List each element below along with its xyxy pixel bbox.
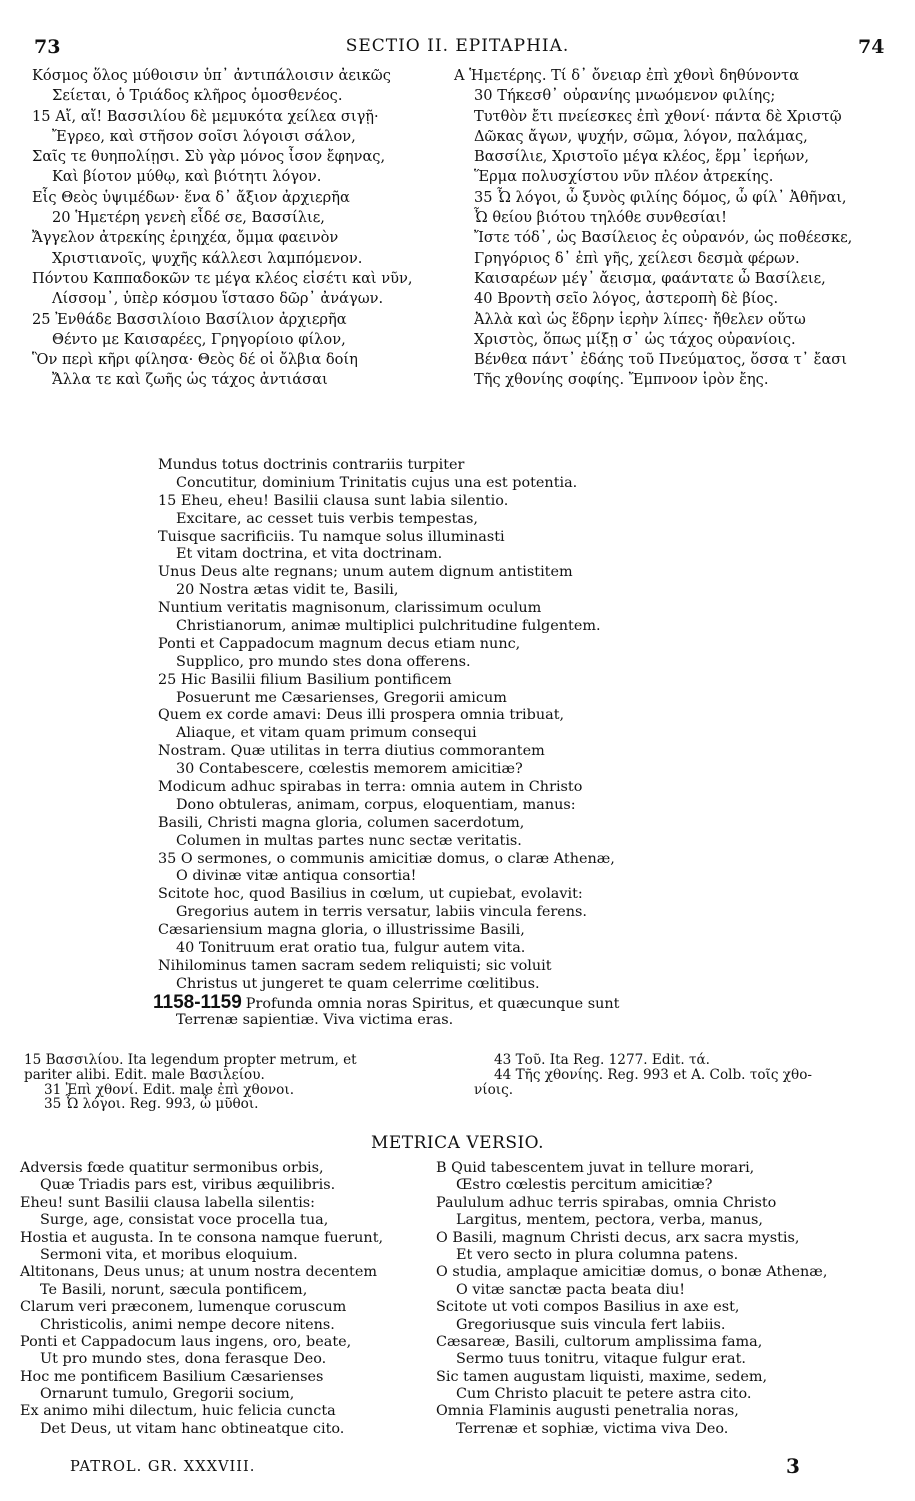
text-line	[32, 86, 452, 106]
text-line	[32, 350, 452, 370]
text-line	[20, 1247, 450, 1264]
text-line	[436, 1195, 896, 1212]
text-line	[436, 1369, 896, 1386]
text-line	[436, 1282, 896, 1299]
text-line	[32, 330, 452, 350]
text-line	[32, 310, 452, 330]
text-line	[158, 815, 718, 833]
text-line	[158, 618, 718, 636]
line-text: Καὶ βίοτον μύθῳ, καὶ βιότητι λόγον.	[52, 168, 322, 186]
text-line	[32, 127, 452, 147]
line-text: Nostram. Quæ utilitas in terra diutius commorantem	[158, 743, 545, 760]
line-text: Profunda omnia noras Spiritus, et quæcunque sunt	[245, 995, 620, 1012]
text-line	[158, 546, 718, 564]
line-text: Πόντου Καππαδοκῶν τε μέγα κλέος εἰσέτι καὶ νῦν,	[32, 269, 413, 287]
text-line	[436, 1247, 896, 1264]
text-line	[32, 107, 452, 127]
text-line	[158, 672, 718, 690]
line-text: pariter alibi. Edit. male Βασιλείου.	[24, 1066, 265, 1083]
text-line	[454, 127, 894, 147]
text-line	[474, 1053, 894, 1068]
text-line	[454, 310, 894, 330]
line-text: Τῆς χθονίης σοφίης. Ἔμπνοον ἱρὸν ἔης.	[474, 371, 769, 389]
column-number: 1158-1159	[153, 991, 242, 1013]
line-text: Surge, age, consistat voce procella tua,	[40, 1212, 329, 1229]
metrica-versio-title: METRICA VERSIO.	[370, 1133, 545, 1153]
line-text: Ὃν περὶ κῆρι φίλησα· Θεὸς δέ οἱ ὄλβια δοίη	[32, 351, 358, 369]
line-text: Βασσίλιε, Χριστοῖο μέγα κλέος, ἕρμ᾽ ἱερήων,	[474, 148, 809, 166]
line-text: 40 Βροντὴ σεῖο λόγος, ἀστεροπὴ δὲ βίος.	[474, 290, 779, 308]
line-text: Sermo tuus tonitru, vitaque fulgur erat.	[456, 1351, 746, 1368]
line-text: Χριστὸς, ὅπως μίξῃ σ᾽ ὡς τάχος οὐρανίοις.	[474, 330, 796, 348]
text-line	[158, 958, 718, 976]
line-text: Βένθεα πάντ᾽ ἐδάης τοῦ Πνεύματος, ὅσσα τ᾽ ἔασι	[474, 351, 847, 369]
text-line	[158, 511, 718, 529]
line-text: Εἷς Θεὸς ὑψιμέδων· ἕνα δ᾽ ἄξιον ἀρχιερῆα	[32, 188, 350, 206]
line-text: A Ἡμετέρης. Τί δ᾽ ὄνειαρ ἐπὶ χθονὶ δηθύνοντα	[454, 67, 800, 84]
text-line	[158, 940, 718, 958]
text-line	[20, 1351, 450, 1368]
line-text: Ὦ θείου βιότου τηλόθε συνθεσίαι!	[474, 209, 728, 227]
line-text: Quem ex corde amavi: Deus illi prospera omnia tribuat,	[158, 707, 565, 724]
text-line	[32, 269, 452, 289]
latin-translation	[153, 457, 718, 1030]
text-line	[32, 228, 452, 248]
line-text: 25 Hic Basilii filium Basilium pontificem	[158, 671, 452, 688]
text-line	[158, 797, 718, 815]
line-text: Ἀλλὰ καὶ ὡς ἕδρην ἱερὴν λίπες· ἤθελεν οὕτω	[474, 310, 806, 328]
text-line	[436, 1317, 896, 1334]
text-line	[32, 249, 452, 269]
line-text: 35 Ὦ λόγοι, ὦ ξυνὸς φιλίης δόμος, ὦ φίλ᾽ Ἀθῆναι,	[474, 188, 847, 206]
line-text: Det Deus, ut vitam hanc obtineatque cito.	[40, 1420, 345, 1437]
line-text: Unus Deus alte regnans; unum autem dignum antistitem	[158, 564, 573, 581]
greek-text-left-column	[32, 66, 452, 391]
line-text: O divinæ vitæ antiqua consortia!	[176, 868, 417, 885]
text-line	[158, 886, 718, 904]
text-line	[158, 654, 718, 672]
text-line	[20, 1230, 450, 1247]
text-line	[454, 249, 894, 269]
line-text: Ut pro mundo stes, dona ferasque Deo.	[40, 1351, 327, 1368]
text-line	[436, 1264, 896, 1281]
text-line	[454, 269, 894, 289]
line-text: Ἄγγελον ἀτρεκίης ἐριηχέα, ὄμμα φαεινὸν	[32, 229, 339, 247]
line-text: Basili, Christi magna gloria, columen sacerdotum,	[158, 814, 525, 831]
line-text: Gregorius autem in terris versatur, labiis vincula ferens.	[176, 904, 588, 921]
text-line	[20, 1177, 450, 1194]
text-line	[436, 1351, 896, 1368]
line-text: Adversis fœde quatitur sermonibus orbis,	[20, 1160, 324, 1176]
text-line	[158, 707, 718, 725]
text-line	[158, 493, 718, 511]
line-text: Hostia et augusta. In te consona namque fuerunt,	[20, 1229, 384, 1246]
text-line	[158, 743, 718, 761]
line-text: Columen in multas partes nunc sectæ veritatis.	[176, 832, 522, 849]
text-line	[454, 330, 894, 350]
text-line	[158, 779, 718, 797]
text-line	[20, 1334, 450, 1351]
text-line	[158, 582, 718, 600]
text-line	[158, 725, 718, 743]
text-line	[454, 289, 894, 309]
text-line	[158, 457, 718, 475]
text-line	[436, 1212, 896, 1229]
text-line	[474, 1083, 894, 1098]
line-text: Tuisque sacrificiis. Tu namque solus illuminasti	[158, 528, 505, 545]
text-line	[32, 66, 452, 86]
line-text: Καισαρέων μέγ᾽ ἄεισμα, φαάντατε ὦ Βασίλειε,	[474, 269, 826, 287]
line-text: 30 Contabescere, cœlestis memorem amicitiæ?	[176, 761, 523, 778]
line-text: 15 Eheu, eheu! Basilii clausa sunt labia silentio.	[158, 492, 509, 509]
text-line	[454, 350, 894, 370]
text-line	[158, 904, 718, 922]
line-text: Ex animo mihi dilectum, huic felicia cuncta	[20, 1403, 336, 1420]
text-line	[32, 188, 452, 208]
line-text: 25 Ἐνθάδε Βασσιλίοιο Βασίλιον ἀρχιερῆα	[32, 310, 347, 328]
line-text: Altitonans, Deus unus; at unum nostra decentem	[20, 1264, 377, 1281]
line-text: Excitare, ac cesset tuis verbis tempestas,	[176, 510, 478, 527]
line-text: Concutitur, dominium Trinitatis cujus una est potentia.	[176, 474, 578, 491]
text-line	[20, 1369, 450, 1386]
line-text: Κόσμος ὅλος μύθοισιν ὑπ᾽ ἀντιπάλοισιν ἀεικῶς	[32, 67, 391, 84]
line-text: Posuerunt me Cæsarienses, Gregorii amicum	[176, 689, 507, 706]
text-line	[454, 208, 894, 228]
text-line	[436, 1334, 896, 1351]
footnotes-left	[24, 1053, 464, 1112]
text-line	[20, 1264, 450, 1281]
line-text: O Basili, magnum Christi decus, arx sacra mystis,	[436, 1229, 800, 1246]
line-text: Σαῖς τε θυηπολίῃσι. Σὺ γὰρ μόνος ἶσον ἔφηνας,	[32, 148, 386, 166]
text-line	[454, 86, 894, 106]
line-text: Te Basili, norunt, sæcula pontificem,	[40, 1281, 308, 1298]
line-text: Sic tamen augustam liquisti, maxime, sedem,	[436, 1368, 768, 1385]
text-line	[454, 370, 894, 390]
text-line	[436, 1160, 896, 1177]
text-line	[32, 208, 452, 228]
line-text: Nihilominus tamen sacram sedem reliquisti; sic voluit	[158, 957, 552, 974]
text-line	[24, 1068, 464, 1083]
text-line	[454, 147, 894, 167]
line-text: Χριστιανοῖς, ψυχῆς κάλλεσι λαμπόμενον.	[52, 249, 363, 267]
text-line	[32, 289, 452, 309]
line-text: Λίσσομ᾽, ὑπὲρ κόσμου ἵστασο δῶρ᾽ ἀνάγων.	[52, 290, 384, 308]
line-text: Hoc me pontificem Basilium Cæsarienses	[20, 1368, 324, 1385]
line-text: 30 Τήκεσθ᾽ οὐρανίης μνωόμενον φιλίης;	[474, 87, 776, 105]
signature-mark: 3	[786, 1454, 800, 1478]
page-number-left: 73	[34, 36, 61, 58]
text-line	[20, 1195, 450, 1212]
line-text: Mundus totus doctrinis contrariis turpiter	[158, 457, 465, 473]
text-line	[436, 1386, 896, 1403]
line-text: 35 Ὦ λόγοι. Reg. 993, ὦ μῦθοι.	[44, 1096, 259, 1113]
line-text: Scitote hoc, quod Basilius in cœlum, ut cupiebat, evolavit:	[158, 886, 583, 903]
line-text: Scitote ut voti compos Basilius in axe est,	[436, 1299, 740, 1316]
line-text: O vitæ sanctæ pacta beata diu!	[456, 1281, 686, 1298]
line-text: Aliaque, et vitam quam primum consequi	[176, 725, 477, 742]
text-line	[454, 167, 894, 187]
text-line	[158, 636, 718, 654]
line-text: 35 O sermones, o communis amicitiæ domus, o claræ Athenæ,	[158, 850, 615, 867]
text-line	[158, 475, 718, 493]
line-text: 15 Βασσιλίου. Ita legendum propter metrum, et	[24, 1052, 357, 1068]
line-text: Christianorum, animæ multiplici pulchritudine fulgentem.	[176, 618, 601, 635]
text-line	[153, 991, 718, 1013]
line-text: Cæsariensium magna gloria, o illustrissime Basili,	[158, 922, 525, 939]
text-line	[158, 851, 718, 869]
line-text: Ἴστε τόδ᾽, ὡς Βασίλειος ἐς οὐρανόν, ὡς ποθέεσκε,	[474, 229, 853, 247]
line-text: 44 Τῆς χθονίης. Reg. 993 et A. Colb. τοῖς χθο-	[494, 1066, 812, 1083]
running-title: SECTIO II. EPITAPHIA.	[345, 36, 570, 56]
metrica-versio-left-column	[20, 1160, 450, 1438]
text-line	[20, 1282, 450, 1299]
line-text: Cæsareæ, Basili, cultorum amplissima fama,	[436, 1333, 763, 1350]
text-line	[454, 66, 894, 86]
text-line	[436, 1403, 896, 1420]
line-text: 20 Nostra ætas vidit te, Basili,	[176, 582, 399, 599]
line-text: Œstro cœlestis percitum amicitiæ?	[456, 1177, 713, 1194]
text-line	[436, 1421, 896, 1438]
page-header	[0, 6, 915, 58]
line-text: Et vitam doctrina, et vita doctrinam.	[176, 546, 443, 563]
text-line	[20, 1160, 450, 1177]
line-text: 43 Τοῦ. Ita Reg. 1277. Edit. τά.	[494, 1052, 710, 1068]
line-text: Ἔγρεο, καὶ στῆσον σοῖσι λόγοισι σάλον,	[52, 127, 356, 145]
line-text: Ἕρμα πολυσχίστου νῦν πλέον ἀτρεκίης.	[474, 168, 774, 186]
text-line	[158, 922, 718, 940]
line-text: B Quid tabescentem juvat in tellure morari,	[436, 1160, 755, 1176]
line-text: Et vero secto in plura columna patens.	[456, 1246, 739, 1263]
text-line	[158, 529, 718, 547]
text-line	[24, 1053, 464, 1068]
text-line	[474, 1068, 894, 1083]
text-line	[454, 188, 894, 208]
line-text: Ornarunt tumulo, Gregorii socium,	[40, 1386, 295, 1403]
line-text: Modicum adhuc spirabas in terra: omnia autem in Christo	[158, 779, 583, 796]
text-line	[32, 167, 452, 187]
text-line	[32, 370, 452, 390]
line-text: Σείεται, ὁ Τριάδος κλῆρος ὁμοσθενέος.	[52, 87, 343, 105]
text-line	[158, 976, 718, 994]
volume-footer: PATROL. GR. XXXVIII.	[70, 1458, 256, 1475]
line-text: Eheu! sunt Basilii clausa labella silentis:	[20, 1194, 316, 1211]
text-line	[158, 761, 718, 779]
line-text: Ponti et Cappadocum magnum decus etiam nunc,	[158, 635, 521, 652]
line-text: 40 Tonitruum erat oratio tua, fulgur autem vita.	[176, 940, 526, 957]
text-line	[158, 600, 718, 618]
text-line	[436, 1177, 896, 1194]
line-text: Largitus, mentem, pectora, verba, manus,	[456, 1212, 763, 1229]
line-text: Omnia Flaminis augusti penetralia noras,	[436, 1403, 739, 1420]
page-number-right: 74	[858, 36, 885, 58]
text-line	[158, 564, 718, 582]
line-text: Sermoni vita, et moribus eloquium.	[40, 1246, 298, 1263]
line-text: Supplico, pro mundo stes dona offerens.	[176, 653, 471, 670]
text-line	[24, 1097, 464, 1112]
text-line	[20, 1403, 450, 1420]
line-text: νίοις.	[474, 1081, 514, 1098]
line-text: Γρηγόριος δ᾽ ἐπὶ γῆς, χείλεσι δεσμὰ φέρων.	[474, 249, 800, 267]
line-text: Cum Christo placuit te petere astra cito.	[456, 1386, 752, 1403]
line-text: Terrenæ sapientiæ. Viva victima eras.	[176, 1011, 454, 1028]
line-text: Christicolis, animi nempe decore nitens.	[40, 1316, 335, 1333]
line-text: Christus ut jungeret te quam celerrime cœlitibus.	[176, 975, 540, 992]
metrica-versio-right-column	[436, 1160, 896, 1438]
text-line	[20, 1386, 450, 1403]
text-line	[20, 1421, 450, 1438]
text-line	[436, 1299, 896, 1316]
text-line	[158, 1012, 718, 1030]
text-line	[158, 833, 718, 851]
text-line	[158, 868, 718, 886]
text-line	[20, 1299, 450, 1316]
line-text: Gregoriusque suis vincula fert labiis.	[456, 1316, 726, 1333]
text-line	[454, 228, 894, 248]
greek-text-right-column	[454, 66, 894, 391]
text-line	[20, 1212, 450, 1229]
line-text: Ponti et Cappadocum laus ingens, oro, beate,	[20, 1333, 352, 1350]
line-text: O studia, amplaque amicitiæ domus, o bonæ Athenæ,	[436, 1264, 828, 1281]
line-text: 31 Ἐπὶ χθονί. Edit. male ἐπὶ χθονοι.	[44, 1081, 295, 1098]
line-text: Θέντο με Καισαρέες, Γρηγορίοιο φίλον,	[52, 330, 346, 348]
line-text: Terrenæ et sophiæ, victima viva Deo.	[456, 1420, 729, 1437]
text-line	[436, 1230, 896, 1247]
line-text: Ἄλλα τε καὶ ζωῆς ὡς τάχος ἀντιάσαι	[52, 371, 328, 389]
line-text: Quæ Triadis pars est, viribus æquilibris.	[40, 1177, 336, 1194]
line-text: 20 Ἡμετέρη γενεὴ εἶδέ σε, Βασσίλιε,	[52, 209, 325, 227]
footnotes-right	[474, 1053, 894, 1097]
line-text: Dono obtuleras, animam, corpus, eloquentiam, manus:	[176, 796, 576, 813]
text-line	[32, 147, 452, 167]
line-text: Clarum veri præconem, lumenque coruscum	[20, 1299, 347, 1316]
line-text: Paululum adhuc terris spirabas, omnia Christo	[436, 1194, 777, 1211]
text-line	[454, 107, 894, 127]
line-text: Nuntium veritatis magnisonum, clarissimum oculum	[158, 600, 542, 617]
text-line	[158, 690, 718, 708]
text-line	[20, 1317, 450, 1334]
line-text: Δῶκας ἄγων, ψυχήν, σῶμα, λόγον, παλάμας,	[474, 127, 808, 145]
line-text: 15 Αἴ, αἴ! Βασσιλίου δὲ μεμυκότα χείλεα σιγῇ·	[32, 107, 379, 125]
line-text: Τυτθὸν ἔτι πνείεσκες ἐπὶ χθονί· πάντα δὲ Χριστῷ	[474, 107, 842, 125]
